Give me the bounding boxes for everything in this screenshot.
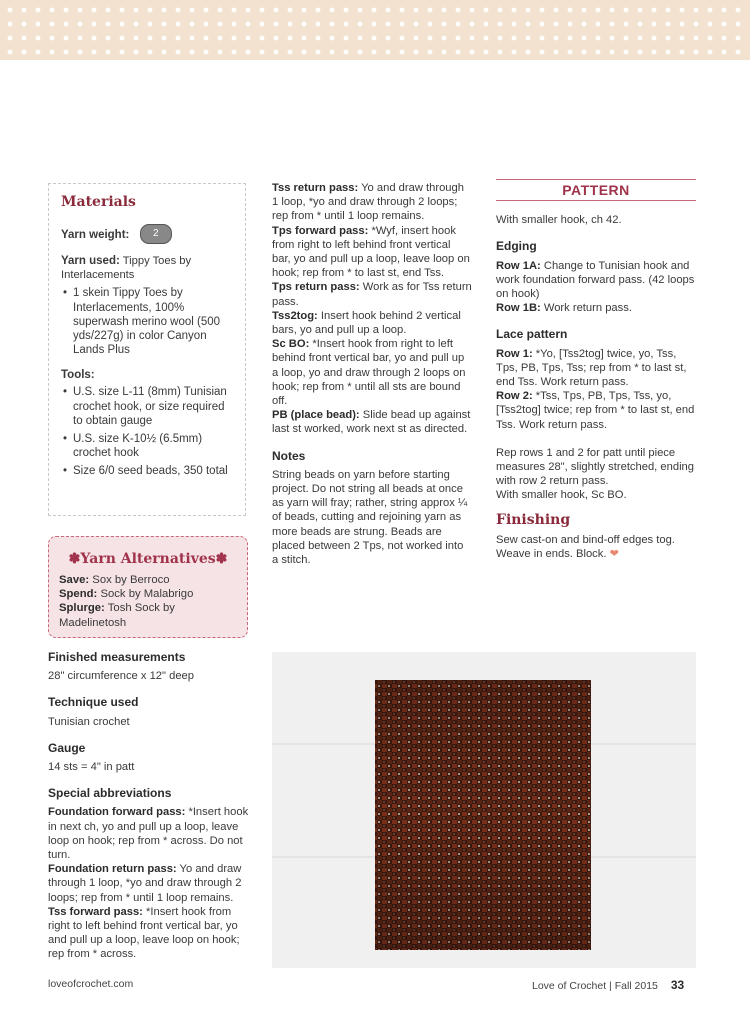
yarn-used-label: Yarn used: <box>61 255 120 267</box>
heart-icon: ❤ <box>609 548 619 561</box>
footer-url: loveofcrochet.com <box>48 978 134 990</box>
pattern-row: Row 2: *Tss, Tps, PB, Tps, Tss, yo, [Tss2tog] twice; rep from * to last st, end Tss. Work return pass. <box>496 390 695 431</box>
abbreviation: Tss return pass: Yo and draw through 1 loop, *yo and draw through 2 loops; rep from * until 1 loop remains. <box>272 182 464 223</box>
tools-list <box>61 385 235 478</box>
abbreviation: Tss2tog: Insert hook behind 2 vertical bars, yo and pull up a loop. <box>272 309 461 337</box>
finished-title: Finished measurements <box>48 650 186 664</box>
notes-text: String beads on yarn before starting project. Do not string all beads at once as yarn will fray; rather, string approx ¼ of beads, cutting and rejoining yarn as more beads are strung. Beads are placed between 2 Tps, not worked into a stitch. <box>272 468 468 567</box>
cowl-illustration <box>272 652 696 968</box>
tool-item: • U.S. size L-11 (8mm) Tunisian crochet hook, or size required to obtain gauge <box>61 385 235 428</box>
abbreviation: Foundation forward pass: *Insert hook in next ch, yo and pull up a loop, leave loop on hook; rep from * across. Do not turn. <box>48 806 249 862</box>
pattern-row: Row 1A: Change to Tunisian hook and work foundation forward pass. (42 loops on hook) <box>496 259 695 301</box>
yarn-weight-label: Yarn weight: <box>61 229 130 242</box>
yarn-used-value: Tippy Toes by Interlacements <box>61 255 192 282</box>
tool-item: • Size 6/0 seed beads, 350 total <box>61 464 235 478</box>
repeat-text: Rep rows 1 and 2 for patt until piece measures 28", slightly stretched, ending with row 2 return pass. <box>496 446 694 488</box>
materials-box <box>48 183 246 516</box>
finished-value: 28" circumference x 12" deep <box>48 670 195 683</box>
gauge-value: 14 sts = 4" in patt <box>48 761 135 774</box>
polka-dot-banner <box>0 0 750 60</box>
abbreviation: Tps forward pass: *Wyf, insert hook from right to left behind front vertical bar, yo and pull up a loop, leave loop on hook; rep from * to last st, end Tss. <box>272 224 470 280</box>
alternatives-list: Save: Sox by Berroco Spend: Sock by Malabrigo Splurge: Tosh Sock by Madelinetosh <box>59 574 194 629</box>
flower-icon: ✽ <box>68 551 81 567</box>
pattern-title: PATTERN <box>496 179 696 201</box>
abbreviation: Sc BO: *Insert hook from right to left behind front vertical bar, yo and pull up a loop, yo and draw through 2 loops on hook; rep from * until all sts are bound off. <box>272 338 466 408</box>
materials-title: Materials <box>61 194 136 210</box>
finishing-text: Sew cast-on and bind-off edges tog. Weave in ends. Block. ❤ <box>496 533 675 561</box>
yarn-alternatives-title: ✽Yarn Alternatives✽ <box>68 551 228 567</box>
abbreviations-title: Special abbreviations <box>48 786 172 801</box>
notes-title: Notes <box>272 448 306 463</box>
abbreviation: PB (place bead): Slide bead up against last st worked, work next st as directed. <box>272 409 471 436</box>
yarn-alternatives-box <box>48 536 248 638</box>
middle-column <box>272 181 472 567</box>
yarn-item: • 1 skein Tippy Toes by Interlacements, 100% superwash merino wool (500 yds/227g) in color Canyon Lands Plus <box>61 286 235 357</box>
yarn-weight-icon: 2 <box>140 224 172 244</box>
pattern-row: Row 1: *Yo, [Tss2tog] twice, yo, Tss, Tps, PB, Tps, Tss; rep from * to last st, end Tss. Work return pass. <box>496 347 687 389</box>
repeat-text-2: With smaller hook, Sc BO. <box>496 489 627 502</box>
tools-label: Tools: <box>61 369 95 382</box>
pattern-column <box>496 179 698 561</box>
finishing-title: Finishing <box>496 511 571 528</box>
pattern-intro: With smaller hook, ch 42. <box>496 214 622 227</box>
technique-value: Tunisian crochet <box>48 715 130 728</box>
gauge-title: Gauge <box>48 740 86 755</box>
pattern-row: Row 1B: Work return pass. <box>496 302 632 315</box>
footer-issue: Love of Crochet | Fall 2015 33 <box>532 978 685 992</box>
abbreviation: Tps return pass: Work as for Tss return pass. <box>272 281 472 308</box>
left-details <box>48 648 250 962</box>
yarn-weight-row <box>61 224 235 244</box>
yarn-used <box>61 254 235 282</box>
abbreviation: Tss forward pass: *Insert hook from right to left behind front vertical bar, yo and pull up a loop, leave loop on hook; rep from * across. <box>48 905 240 961</box>
tool-item: • U.S. size K-10½ (6.5mm) crochet hook <box>61 432 235 460</box>
technique-title: Technique used <box>48 695 139 710</box>
yarn-list <box>61 286 235 357</box>
lace-title: Lace pattern <box>496 327 568 342</box>
abbreviation: Foundation return pass: Yo and draw through 1 loop, *yo and draw through 2 loops; rep from * until 1 loop remains. <box>48 863 242 904</box>
edging-title: Edging <box>496 239 537 254</box>
cowl-photo <box>272 652 696 968</box>
page-number: 33 <box>670 978 685 992</box>
flower-icon: ✽ <box>215 551 228 567</box>
